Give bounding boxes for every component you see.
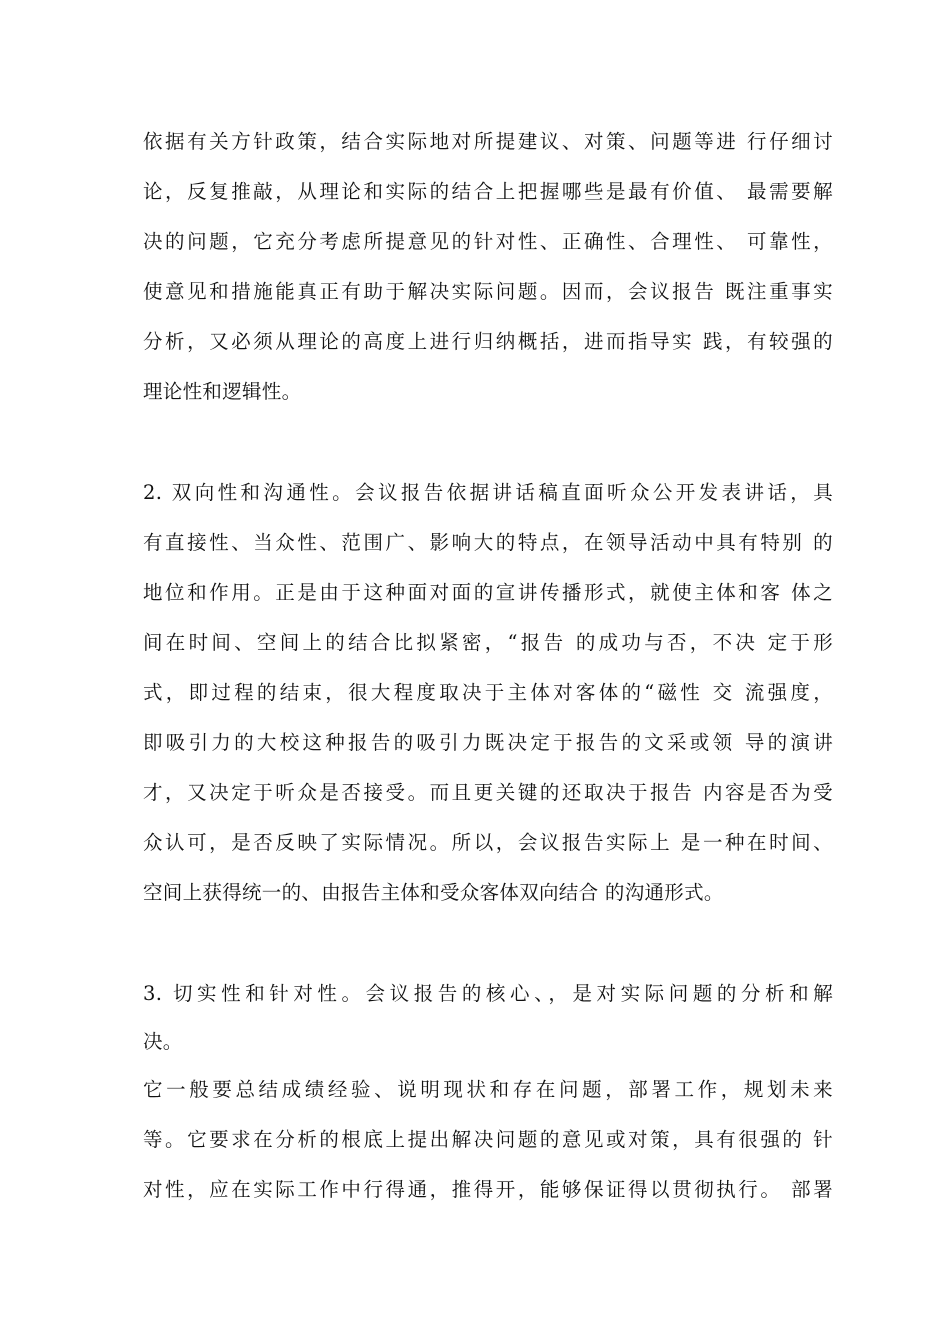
paragraph-2-line-5: 式，即过程的结束，很大程度取决于主体对客体的“磁性 交 流强度，: [143, 681, 833, 704]
paragraph-2-line-4: 间在时间、空间上的结合比拟紧密，“报告 的成功与否，不决 定于形: [143, 631, 833, 654]
paragraph-3-line-4: 等。它要求在分析的根底上提出解决问题的意见或对策，具有很强的 针: [143, 1128, 833, 1151]
paragraph-2-line-7: 才，又决定于听众是否接受。而且更关键的还取决于报告 内容是否为受: [143, 781, 833, 804]
paragraph-2-line-1: 2. 双向性和沟通性。会议报告依据讲话稿直面听众公开发表讲话，具: [143, 481, 833, 504]
paragraph-2-line-3: 地位和作用。正是由于这种面对面的宣讲传播形式，就使主体和客 体之: [143, 581, 833, 604]
paragraph-3-line-2: 决。: [143, 1030, 183, 1053]
paragraph-3-line-1: 3. 切实性和针对性。会议报告的核心、，是对实际问题的分析和解: [143, 982, 833, 1005]
paragraph-2-line-6: 即吸引力的大校这种报告的吸引力既决定于报告的文采或领 导的演讲: [143, 731, 833, 754]
paragraph-1-line-2: 论，反复推敲，从理论和实际的结合上把握哪些是最有价值、 最需要解: [143, 180, 833, 203]
paragraph-1-line-1: 依据有关方针政策，结合实际地对所提建议、对策、问题等进 行仔细讨: [143, 130, 833, 153]
paragraph-1-line-5: 分析，又必须从理论的高度上进行归纳概括，进而指导实 践，有较强的: [143, 330, 833, 353]
paragraph-2-line-8: 众认可，是否反映了实际情况。所以，会议报告实际上 是一种在时间、: [143, 831, 833, 854]
paragraph-2-line-9: 空间上获得统一的、由报告主体和受众客体双向结合 的沟通形式。: [143, 881, 724, 904]
paragraph-1-line-4: 使意见和措施能真正有助于解决实际问题。因而，会议报告 既注重事实: [143, 280, 833, 303]
paragraph-3-line-3: 它一般要总结成绩经验、说明现状和存在问题，部署工作，规划未来: [143, 1078, 833, 1101]
paragraph-3-line-5: 对性，应在实际工作中行得通，推得开，能够保证得以贯彻执行。 部署: [143, 1178, 833, 1201]
paragraph-2-line-2: 有直接性、当众性、范围广、影响大的特点，在领导活动中具有特别 的: [143, 531, 833, 554]
paragraph-1-line-6: 理论性和逻辑性。: [143, 380, 302, 403]
paragraph-1-line-3: 决的问题，它充分考虑所提意见的针对性、正确性、合理性、 可靠性，: [143, 230, 833, 253]
